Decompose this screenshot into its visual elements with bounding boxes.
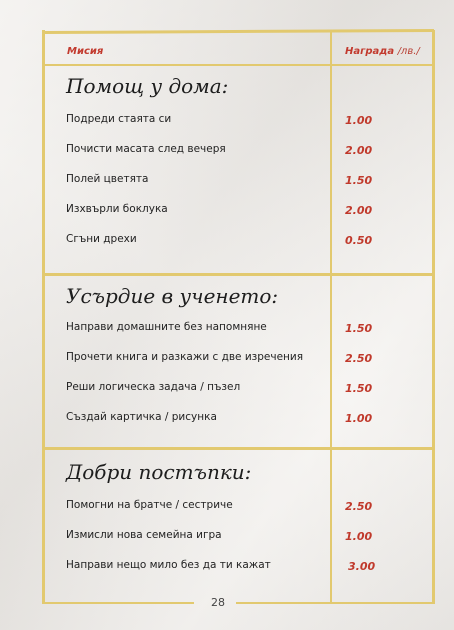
reward-value: 0.50 [345,234,373,247]
task-item: Създай картичка / рисунка [66,411,217,423]
table-border-top [44,29,434,34]
task-item: Помогни на братче / сестриче [66,499,233,511]
reward-value: 1.00 [345,530,373,543]
task-item: Почисти масата след вечеря [66,143,226,155]
section-title-home: Помощ у дома: [66,74,229,98]
reward-value: 2.50 [345,352,373,365]
page-number: 28 [211,596,225,609]
task-item: Подреди стаята си [66,113,172,125]
reward-value: 2.00 [345,144,373,157]
reward-value: 1.00 [345,114,373,127]
header-reward [345,46,420,57]
task-item: Изхвърли боклука [66,203,168,215]
task-item: Направи нещо мило без да ти кажат [66,559,271,571]
table-border-header [44,64,434,66]
reward-value: 1.50 [345,322,373,335]
reward-value: 1.00 [345,412,373,425]
reward-value: 2.00 [345,204,373,217]
reward-value: 1.50 [345,382,373,395]
reward-value: 3.00 [348,560,376,573]
reward-value: 1.50 [345,174,373,187]
task-item: Измисли нова семейна игра [66,529,222,541]
table-border-bottom [44,602,194,604]
header-unit: /лв./ [397,46,420,57]
section-title-good-deeds: Добри постъпки: [66,460,252,484]
task-item: Полей цветята [66,173,149,185]
section-divider-1 [44,273,434,276]
task-item: Прочети книга и разкажи с две изречения [66,351,304,363]
task-item: Сгъни дрехи [66,233,137,245]
task-item: Направи домашните без напомняне [66,321,267,333]
reward-value: 2.50 [345,500,373,513]
task-item: Реши логическа задача / пъзел [66,381,241,393]
header-reward-label: Награда [345,46,395,57]
section-title-study: Усърдие в ученето: [66,284,279,308]
table-border-left [42,30,45,604]
table-column-divider [330,30,332,604]
table-border-right [432,30,435,604]
header-mission: Мисия [67,46,104,57]
table-border-bottom-right [236,602,434,604]
section-divider-2 [44,447,434,450]
